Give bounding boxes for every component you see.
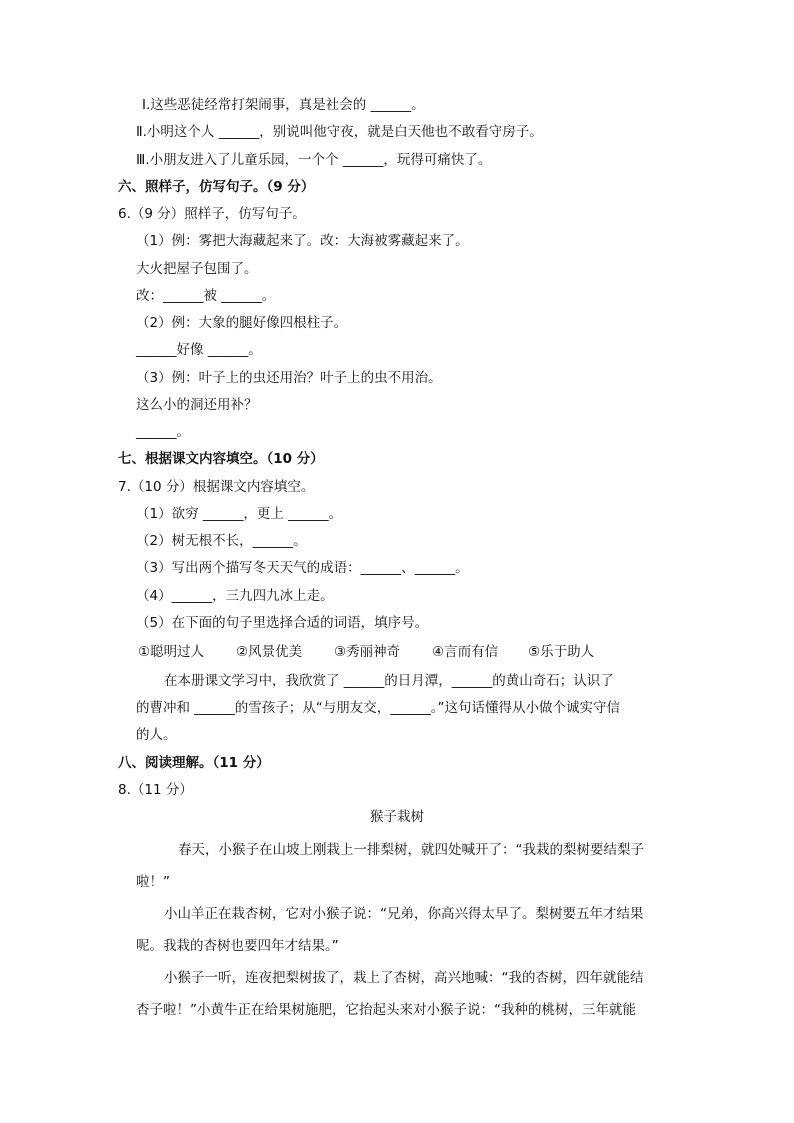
option-2: ②风景优美: [236, 644, 303, 660]
q7-line-3: （3）写出两个描写冬天天气的成语：______、______。: [136, 560, 469, 576]
reading-line-5: 小猴子一听，连夜把梨树拔了，栽上了杏树，高兴地喊：“我的杏树，四年就能结: [164, 970, 644, 986]
q6-line-8: ______。: [136, 424, 190, 440]
section-6-heading: 六、照样子，仿写句子。（9 分）: [118, 179, 315, 195]
reading-title: 猴子栽树: [370, 809, 424, 825]
section-8-heading: 八、阅读理解。（11 分）: [118, 755, 270, 771]
q6-line-2: 大火把屋子包围了。: [136, 261, 258, 277]
q7-line-1: （1）欲穷 ______，更上 ______。: [136, 506, 343, 522]
reading-line-4: 呢。我栽的杏树也要四年才结果。”: [136, 938, 339, 954]
fill-item-1: Ⅰ.这些恶徒经常打架闹事，真是社会的 ______。: [142, 97, 425, 113]
reading-line-3: 小山羊正在栽杏树，它对小猴子说：“兄弟，你高兴得太早了。梨树要五年才结果: [164, 906, 644, 922]
q7-paragraph-line-3: 的人。: [136, 727, 177, 743]
section-7-heading: 七、根据课文内容填空。（10 分）: [118, 451, 324, 467]
fill-item-2: Ⅱ.小明这个人 ______，别说叫他守夜，就是白天他也不敢看守房子。: [136, 124, 543, 140]
reading-line-1: 春天，小猴子在山坡上刚栽上一排梨树，就四处喊开了：“我栽的梨树要结梨子: [178, 842, 644, 858]
q7-line-5: （5）在下面的句子里选择合适的词语，填序号。: [136, 615, 429, 631]
q6-line-1: （1）例：雾把大海藏起来了。改：大海被雾藏起来了。: [136, 233, 469, 249]
q7-line-2: （2）树无根不长，______。: [136, 533, 307, 549]
reading-line-6: 杏子啦！”小黄牛正在给果树施肥，它抬起头来对小猴子说：“我种的桃树，三年就能: [136, 1002, 636, 1018]
reading-line-2: 啦！”: [136, 874, 170, 890]
question-8: 8.（11 分）: [118, 782, 193, 798]
question-6: 6.（9 分）照样子，仿写句子。: [118, 206, 306, 222]
q6-line-6: （3）例：叶子上的虫还用治？叶子上的虫不用治。: [136, 370, 442, 386]
option-4: ④言而有信: [432, 644, 499, 660]
option-3: ③秀丽神奇: [334, 644, 401, 660]
fill-item-3: Ⅲ.小朋友进入了儿童乐园，一个个 ______，玩得可痛快了。: [136, 152, 492, 168]
q6-line-4: （2）例：大象的腿好像四根柱子。: [136, 315, 348, 331]
q6-line-7: 这么小的洞还用补？: [136, 397, 258, 413]
question-7: 7.（10 分）根据课文内容填空。: [118, 479, 315, 495]
q6-line-3: 改：______被 ______。: [136, 288, 276, 304]
q6-line-5: ______好像 ______。: [136, 342, 262, 358]
q7-line-4: （4）______，三九四九冰上走。: [136, 588, 334, 604]
option-1: ①聪明过人: [138, 644, 205, 660]
q7-paragraph-line-2: 的曹冲和 ______的雪孩子；从“与朋友交，______。”这句话懂得从小做个诚实守信: [136, 700, 621, 716]
option-5: ⑤乐于助人: [528, 644, 595, 660]
q7-paragraph-line-1: 在本册课文学习中，我欣赏了 ______的日月潭，______的黄山奇石；认识了: [164, 673, 614, 689]
